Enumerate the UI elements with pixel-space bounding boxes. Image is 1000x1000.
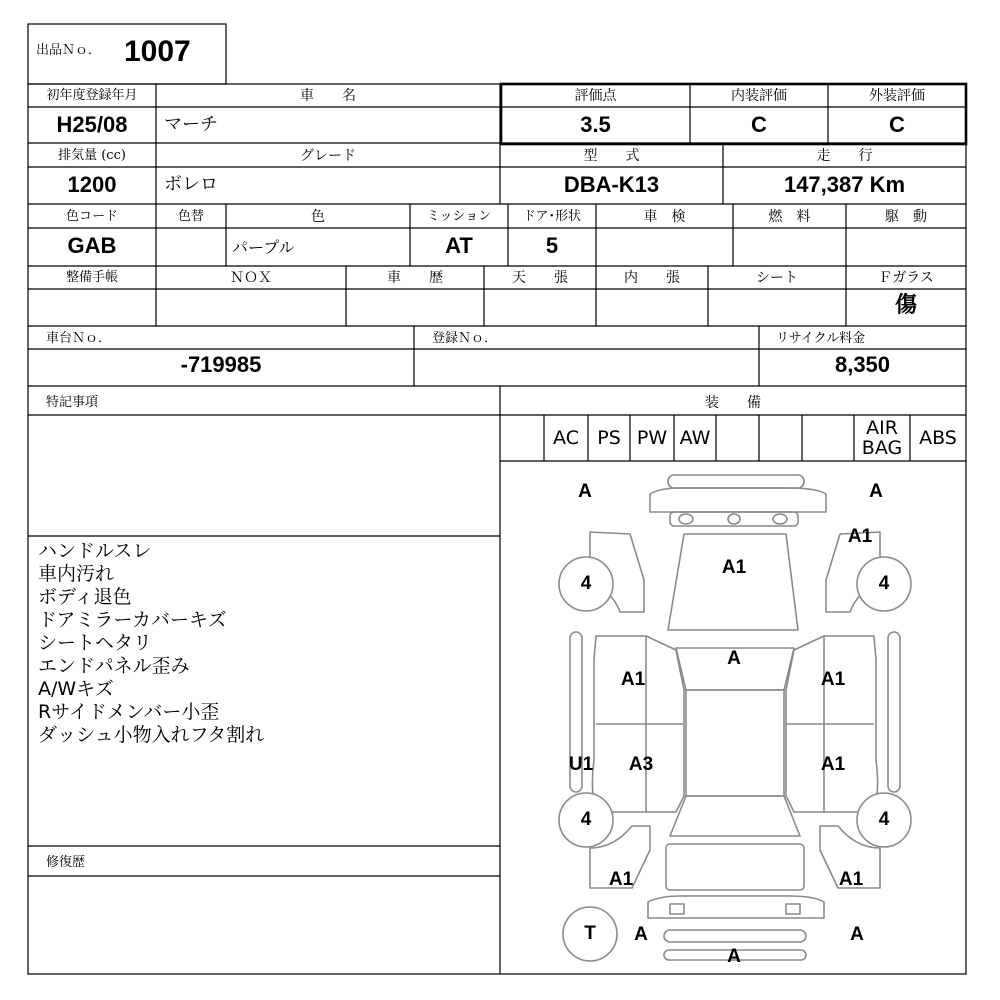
note-line: エンドパネル歪み	[38, 655, 190, 677]
damage-mark-rear-left: A	[634, 924, 648, 945]
note-line: Rサイドメンバー小歪	[38, 701, 220, 723]
chassis-label: 車台Ｎｏ．	[46, 331, 112, 346]
seat-label: シート	[756, 270, 798, 286]
inspection-label: 車 検	[643, 209, 686, 225]
equipment-item-aw: AW	[679, 427, 711, 449]
damage-mark-rear-right: A	[850, 924, 864, 945]
model-label: 型 式	[583, 148, 640, 164]
recycle-fee-label: リサイクル料金	[776, 331, 866, 346]
lot-label: 出品Ｎｏ．	[36, 43, 102, 58]
color-code-value: GAB	[67, 233, 117, 258]
exterior-score-label: 外装評価	[869, 88, 925, 104]
equipment-item-ps: PS	[597, 427, 621, 449]
note-line: 車内汚れ	[38, 563, 115, 585]
notes-label: 特記事項	[46, 395, 99, 410]
damage-mark-door-right-rear: A1	[820, 754, 846, 775]
note-line: ダッシュ小物入れフタ割れ	[38, 724, 265, 746]
car-name-label: 車 名	[300, 88, 356, 104]
damage-mark-quarter-left: A1	[608, 869, 634, 890]
front-glass-value: 傷	[894, 292, 917, 318]
note-line: ドアミラーカバーキズ	[38, 609, 227, 631]
drive-label: 駆 動	[885, 209, 927, 225]
fuel-label: 燃 料	[768, 209, 811, 225]
damage-mark-door-left-front: A1	[620, 669, 646, 690]
first-reg-label: 初年度登録年月	[46, 88, 138, 103]
front-glass-label: Ｆガラス	[878, 270, 934, 286]
damage-mark-door-right-front: A1	[820, 669, 846, 690]
color-value: パープル	[232, 238, 295, 257]
equipment-item-airbag: AIR BAG	[861, 417, 903, 459]
roof-lining-label: 天 張	[512, 270, 568, 286]
mileage-value: 147,387 Km	[783, 172, 906, 197]
tire-rear-right: 4	[878, 809, 890, 830]
mission-label: ミッション	[426, 209, 492, 224]
history-label: 車 歴	[387, 270, 443, 286]
interior-score-value: C	[751, 112, 767, 137]
note-line: A/Wキズ	[38, 678, 114, 700]
displacement-value: 1200	[67, 172, 117, 197]
car-name-value: マーチ	[164, 114, 218, 135]
equipment-item-abs: ABS	[919, 427, 957, 449]
tire-front-right: 4	[878, 573, 890, 594]
grade-label: グレード	[300, 148, 356, 164]
equipment-item-pw: PW	[636, 427, 668, 449]
displacement-label: 排気量 (cc)	[58, 148, 126, 163]
registration-label: 登録Ｎｏ．	[432, 331, 498, 346]
interior-score-label: 内装評価	[731, 88, 787, 104]
damage-mark-roof: A	[727, 648, 741, 669]
tire-front-left: 4	[580, 573, 592, 594]
first-reg-value: H25/08	[56, 112, 128, 137]
note-line: ハンドルスレ	[38, 540, 152, 562]
grade-value: ボレロ	[164, 174, 218, 195]
model-value: DBA-K13	[563, 172, 660, 197]
exterior-score-value: C	[889, 112, 905, 137]
mileage-label: 走 行	[816, 148, 873, 164]
maintenance-label: 整備手帳	[65, 270, 118, 285]
door-label: ドア･形状	[522, 209, 582, 224]
damage-mark-door-left-rear: A3	[628, 754, 654, 775]
damage-mark-hood: A1	[721, 557, 747, 578]
color-change-label: 色替	[177, 209, 204, 224]
color-code-label: 色コード	[65, 209, 118, 224]
tire-spare: T	[584, 923, 596, 944]
damage-mark-quarter-right: A1	[838, 869, 864, 890]
color-label: 色	[311, 209, 325, 225]
door-value: 5	[545, 233, 559, 258]
chassis-value: -719985	[180, 352, 262, 377]
recycle-fee-value: 8,350	[834, 352, 891, 377]
damage-mark-fender-right: A1	[847, 526, 873, 547]
note-line: ボディ退色	[38, 586, 132, 608]
damage-mark-front-left: A	[578, 481, 592, 502]
nox-label: ＮＯＸ	[230, 270, 272, 286]
damage-mark-rear-center: A	[727, 946, 741, 967]
damage-mark-sill-left: U1	[568, 754, 594, 775]
note-line: シートヘタリ	[38, 632, 153, 654]
score-value: 3.5	[580, 112, 611, 137]
equipment-item-ac: AC	[553, 427, 579, 449]
damage-mark-front-right: A	[869, 481, 883, 502]
mission-value: AT	[445, 233, 473, 258]
lot-number: 1007	[124, 35, 191, 68]
interior-lining-label: 内 張	[624, 270, 680, 286]
score-label: 評価点	[574, 88, 617, 104]
repair-history-label: 修復歴	[46, 855, 86, 870]
equipment-label: 装 備	[705, 395, 761, 411]
tire-rear-left: 4	[580, 809, 592, 830]
